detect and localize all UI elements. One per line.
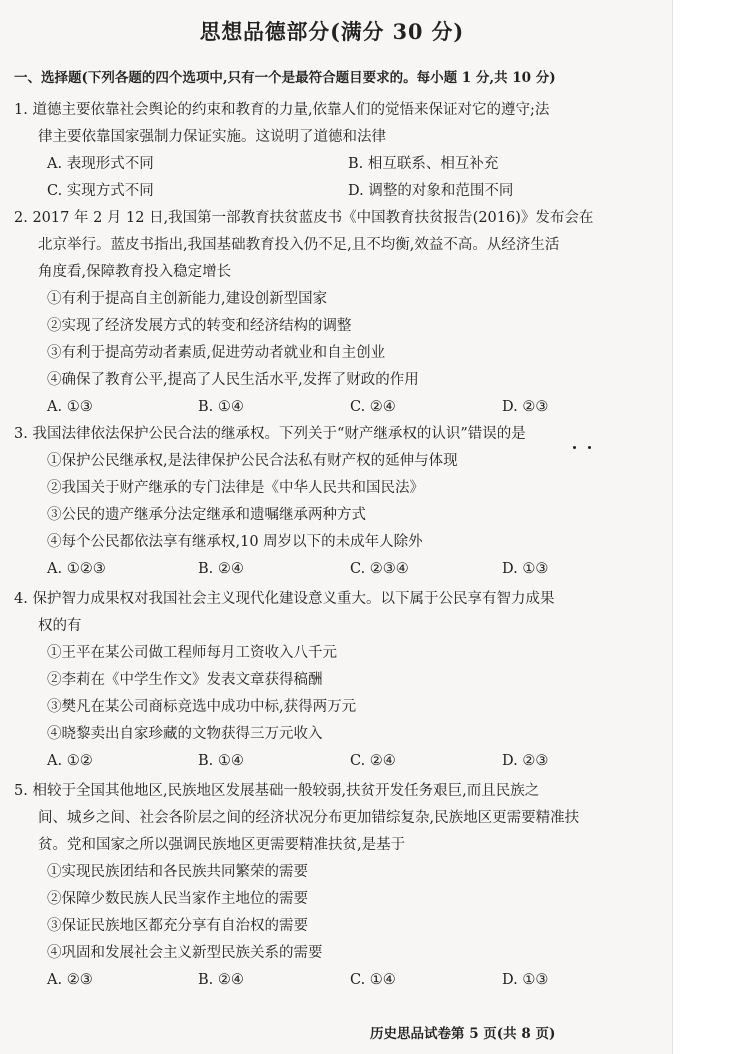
q2-option-d: D. ②③ [502, 399, 549, 415]
q4-option-a: A. ①② [47, 753, 93, 769]
q5-stem-line: 间、城乡之间、社会各阶层之间的经济状况分布更加错综复杂,民族地区更需要精准扶 [38, 810, 580, 826]
q2-statement: ②实现了经济发展方式的转变和经济结构的调整 [47, 318, 352, 334]
page-title: 思想品德部分(满分 30 分) [199, 19, 465, 44]
q1-option-a: A. 表现形式不同 [47, 156, 154, 172]
q5-option-a: A. ②③ [47, 972, 93, 988]
q3-statement: ④每个公民都依法享有继承权,10 周岁以下的未成年人除外 [47, 534, 423, 550]
q4-statement: ①王平在某公司做工程师每月工资收入八千元 [47, 645, 337, 661]
q3-statement: ②我国关于财产继承的专门法律是《中华人民共和国民法》 [47, 480, 424, 496]
q4-statement: ②李莉在《中学生作文》发表文章获得稿酬 [47, 672, 323, 688]
q2-option-a: A. ①③ [47, 399, 93, 415]
q2-stem-line: 角度看,保障教育投入稳定增长 [38, 264, 232, 280]
q3-option-b: B. ②④ [198, 561, 244, 577]
q4-stem-line: 4. 保护智力成果权对我国社会主义现代化建设意义重大。以下属于公民享有智力成果 [14, 591, 555, 607]
q2-statement: ③有利于提高劳动者素质,促进劳动者就业和自主创业 [47, 345, 386, 361]
q1-stem-line: 律主要依靠国家强制力保证实施。这说明了道德和法律 [38, 129, 386, 145]
q1-option-d: D. 调整的对象和范围不同 [348, 183, 514, 199]
q2-option-b: B. ①④ [198, 399, 244, 415]
q5-option-c: C. ①④ [350, 972, 396, 988]
q2-statement: ①有利于提高自主创新能力,建设创新型国家 [47, 291, 328, 307]
q1-stem-line: 1. 道德主要依靠社会舆论的约束和教育的力量,依靠人们的觉悟来保证对它的遵守;法 [14, 102, 550, 118]
q2-stem-line: 2. 2017 年 2 月 12 日,我国第一部教育扶贫蓝皮书《中国教育扶贫报告(2016)》发布会在 [14, 210, 594, 226]
q4-option-d: D. ②③ [502, 753, 549, 769]
q1-option-c: C. 实现方式不同 [47, 183, 154, 199]
q5-statement: ③保证民族地区都充分享有自治权的需要 [47, 918, 308, 934]
q3-statement: ①保护公民继承权,是法律保护公民合法私有财产权的延伸与体现 [47, 453, 458, 469]
q2-option-c: C. ②④ [350, 399, 396, 415]
q5-option-d: D. ①③ [502, 972, 549, 988]
q2-statement: ④确保了教育公平,提高了人民生活水平,发挥了财政的作用 [47, 372, 419, 388]
q4-option-c: C. ②④ [350, 753, 396, 769]
section-heading: 一、选择题(下列各题的四个选项中,只有一个是最符合题目要求的。每小题 1 分,共 10 分) [14, 70, 556, 86]
q3-option-c: C. ②③④ [350, 561, 409, 577]
q3-option-a: A. ①②③ [47, 561, 106, 577]
q4-statement: ③樊凡在某公司商标竞选中成功中标,获得两万元 [47, 699, 357, 715]
emphasis-dot [588, 446, 591, 449]
q5-stem-line: 5. 相较于全国其他地区,民族地区发展基础一般较弱,扶贫开发任务艰巨,而且民族之 [14, 783, 540, 799]
q5-statement: ④巩固和发展社会主义新型民族关系的需要 [47, 945, 323, 961]
q3-statement: ③公民的遗产继承分法定继承和遗嘱继承两种方式 [47, 507, 366, 523]
q5-statement: ①实现民族团结和各民族共同繁荣的需要 [47, 864, 308, 880]
q3-stem-line: 3. 我国法律依法保护公民合法的继承权。下列关于“财产继承权的认识”错误的是 [14, 426, 526, 442]
q5-stem-line: 贫。党和国家之所以强调民族地区更需要精准扶贫,是基于 [38, 837, 406, 853]
q2-stem-line: 北京举行。蓝皮书指出,我国基础教育投入仍不足,且不均衡,效益不高。从经济生活 [38, 237, 560, 253]
q4-stem-line: 权的有 [38, 618, 82, 634]
q5-option-b: B. ②④ [198, 972, 244, 988]
page-footer: 历史思品试卷第 5 页(共 8 页) [370, 1026, 556, 1042]
q4-statement: ④晓黎卖出自家珍藏的文物获得三万元收入 [47, 726, 323, 742]
emphasis-dot [573, 446, 576, 449]
q4-option-b: B. ①④ [198, 753, 244, 769]
q1-option-b: B. 相互联系、相互补充 [348, 156, 499, 172]
q3-option-d: D. ①③ [502, 561, 549, 577]
q5-statement: ②保障少数民族人民当家作主地位的需要 [47, 891, 308, 907]
